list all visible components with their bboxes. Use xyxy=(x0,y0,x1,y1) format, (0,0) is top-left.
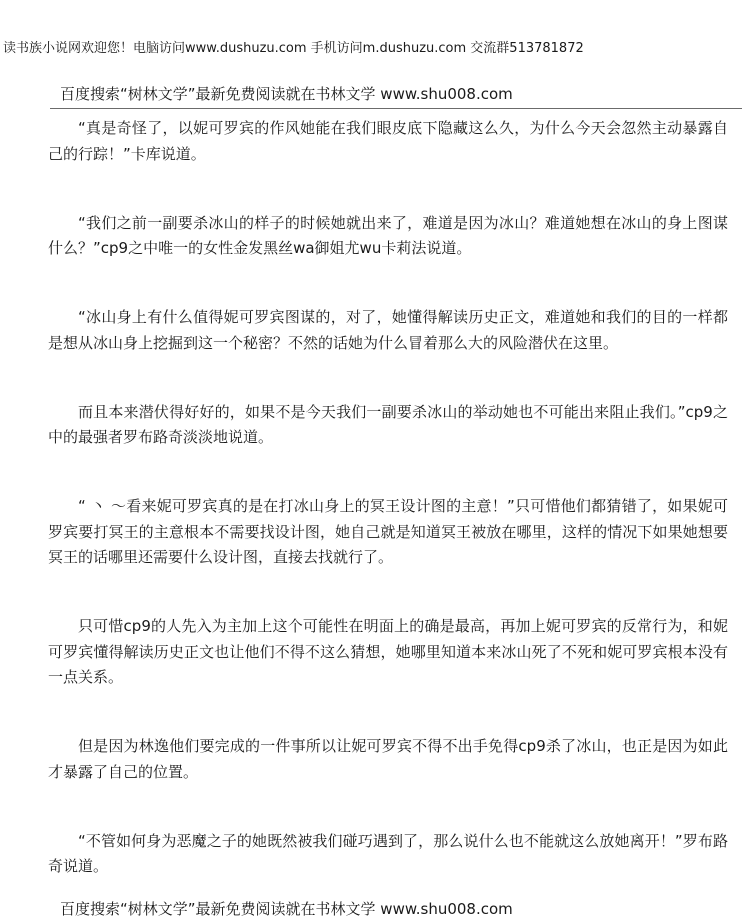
paragraph: “ 丶 ～看来妮可罗宾真的是在打冰山身上的冥王设计图的主意！”只可惜他们都猜错了，如果妮可罗宾要打冥王的主意根本不需要找设计图，她自己就是知道冥王被放在哪里，这样的情况下如果她想要冥王的话哪里还需要什么设计图，直接去找就行了。 xyxy=(48,497,728,566)
promo-header: 百度搜索“树林文学”最新免费阅读就在书林文学 www.shu008.com xyxy=(60,85,513,103)
paragraph-gap xyxy=(48,356,728,400)
site-banner: 读书族小说网欢迎您！电脑访问www.dushuzu.com 手机访问m.dushuzu.com 交流群513781872 xyxy=(3,41,584,56)
paragraph: “冰山身上有什么值得妮可罗宾图谋的，对了，她懂得解读历史正文，难道她和我们的目的一样都是想从冰山身上挖掘到这一个秘密？不然的话她为什么冒着那么大的风险潜伏在这里。 xyxy=(48,308,728,352)
paragraph-gap xyxy=(48,451,728,495)
paragraph-gap xyxy=(48,691,728,735)
paragraph: “真是奇怪了，以妮可罗宾的作风她能在我们眼皮底下隐藏这么久，为什么今天会忽然主动暴露自己的行踪！”卡库说道。 xyxy=(48,119,728,163)
paragraph: 只可惜cp9的人先入为主加上这个可能性在明面上的确是最高，再加上妮可罗宾的反常行为，和妮可罗宾懂得解读历史正文也让他们不得不这么猜想，她哪里知道本来冰山死了不死和妮可罗宾根本没有一点关系。 xyxy=(48,617,728,686)
paragraph-gap xyxy=(48,262,728,306)
paragraph-gap xyxy=(48,785,728,829)
paragraph: “不管如何身为恶魔之子的她既然被我们碰巧遇到了，那么说什么也不能就这么放她离开！”罗布路奇说道。 xyxy=(48,831,728,875)
header-divider xyxy=(50,108,742,109)
paragraph: “我们之前一副要杀冰山的样子的时候她就出来了，难道是因为冰山？难道她想在冰山的身上图谋什么？”cp9之中唯一的女性金发黑丝wa御姐尤wu卡莉法说道。 xyxy=(48,213,728,257)
paragraph-gap xyxy=(48,167,728,211)
promo-footer: 百度搜索“树林文学”最新免费阅读就在书林文学 www.shu008.com xyxy=(60,900,513,918)
paragraph-gap xyxy=(48,571,728,615)
chapter-body xyxy=(48,116,728,880)
paragraph: 而且本来潜伏得好好的，如果不是今天我们一副要杀冰山的举动她也不可能出来阻止我们。”cp9之中的最强者罗布路奇淡淡地说道。 xyxy=(48,402,728,446)
paragraph: 但是因为林逸他们要完成的一件事所以让妮可罗宾不得不出手免得cp9杀了冰山，也正是因为如此才暴露了自己的位置。 xyxy=(48,737,728,781)
